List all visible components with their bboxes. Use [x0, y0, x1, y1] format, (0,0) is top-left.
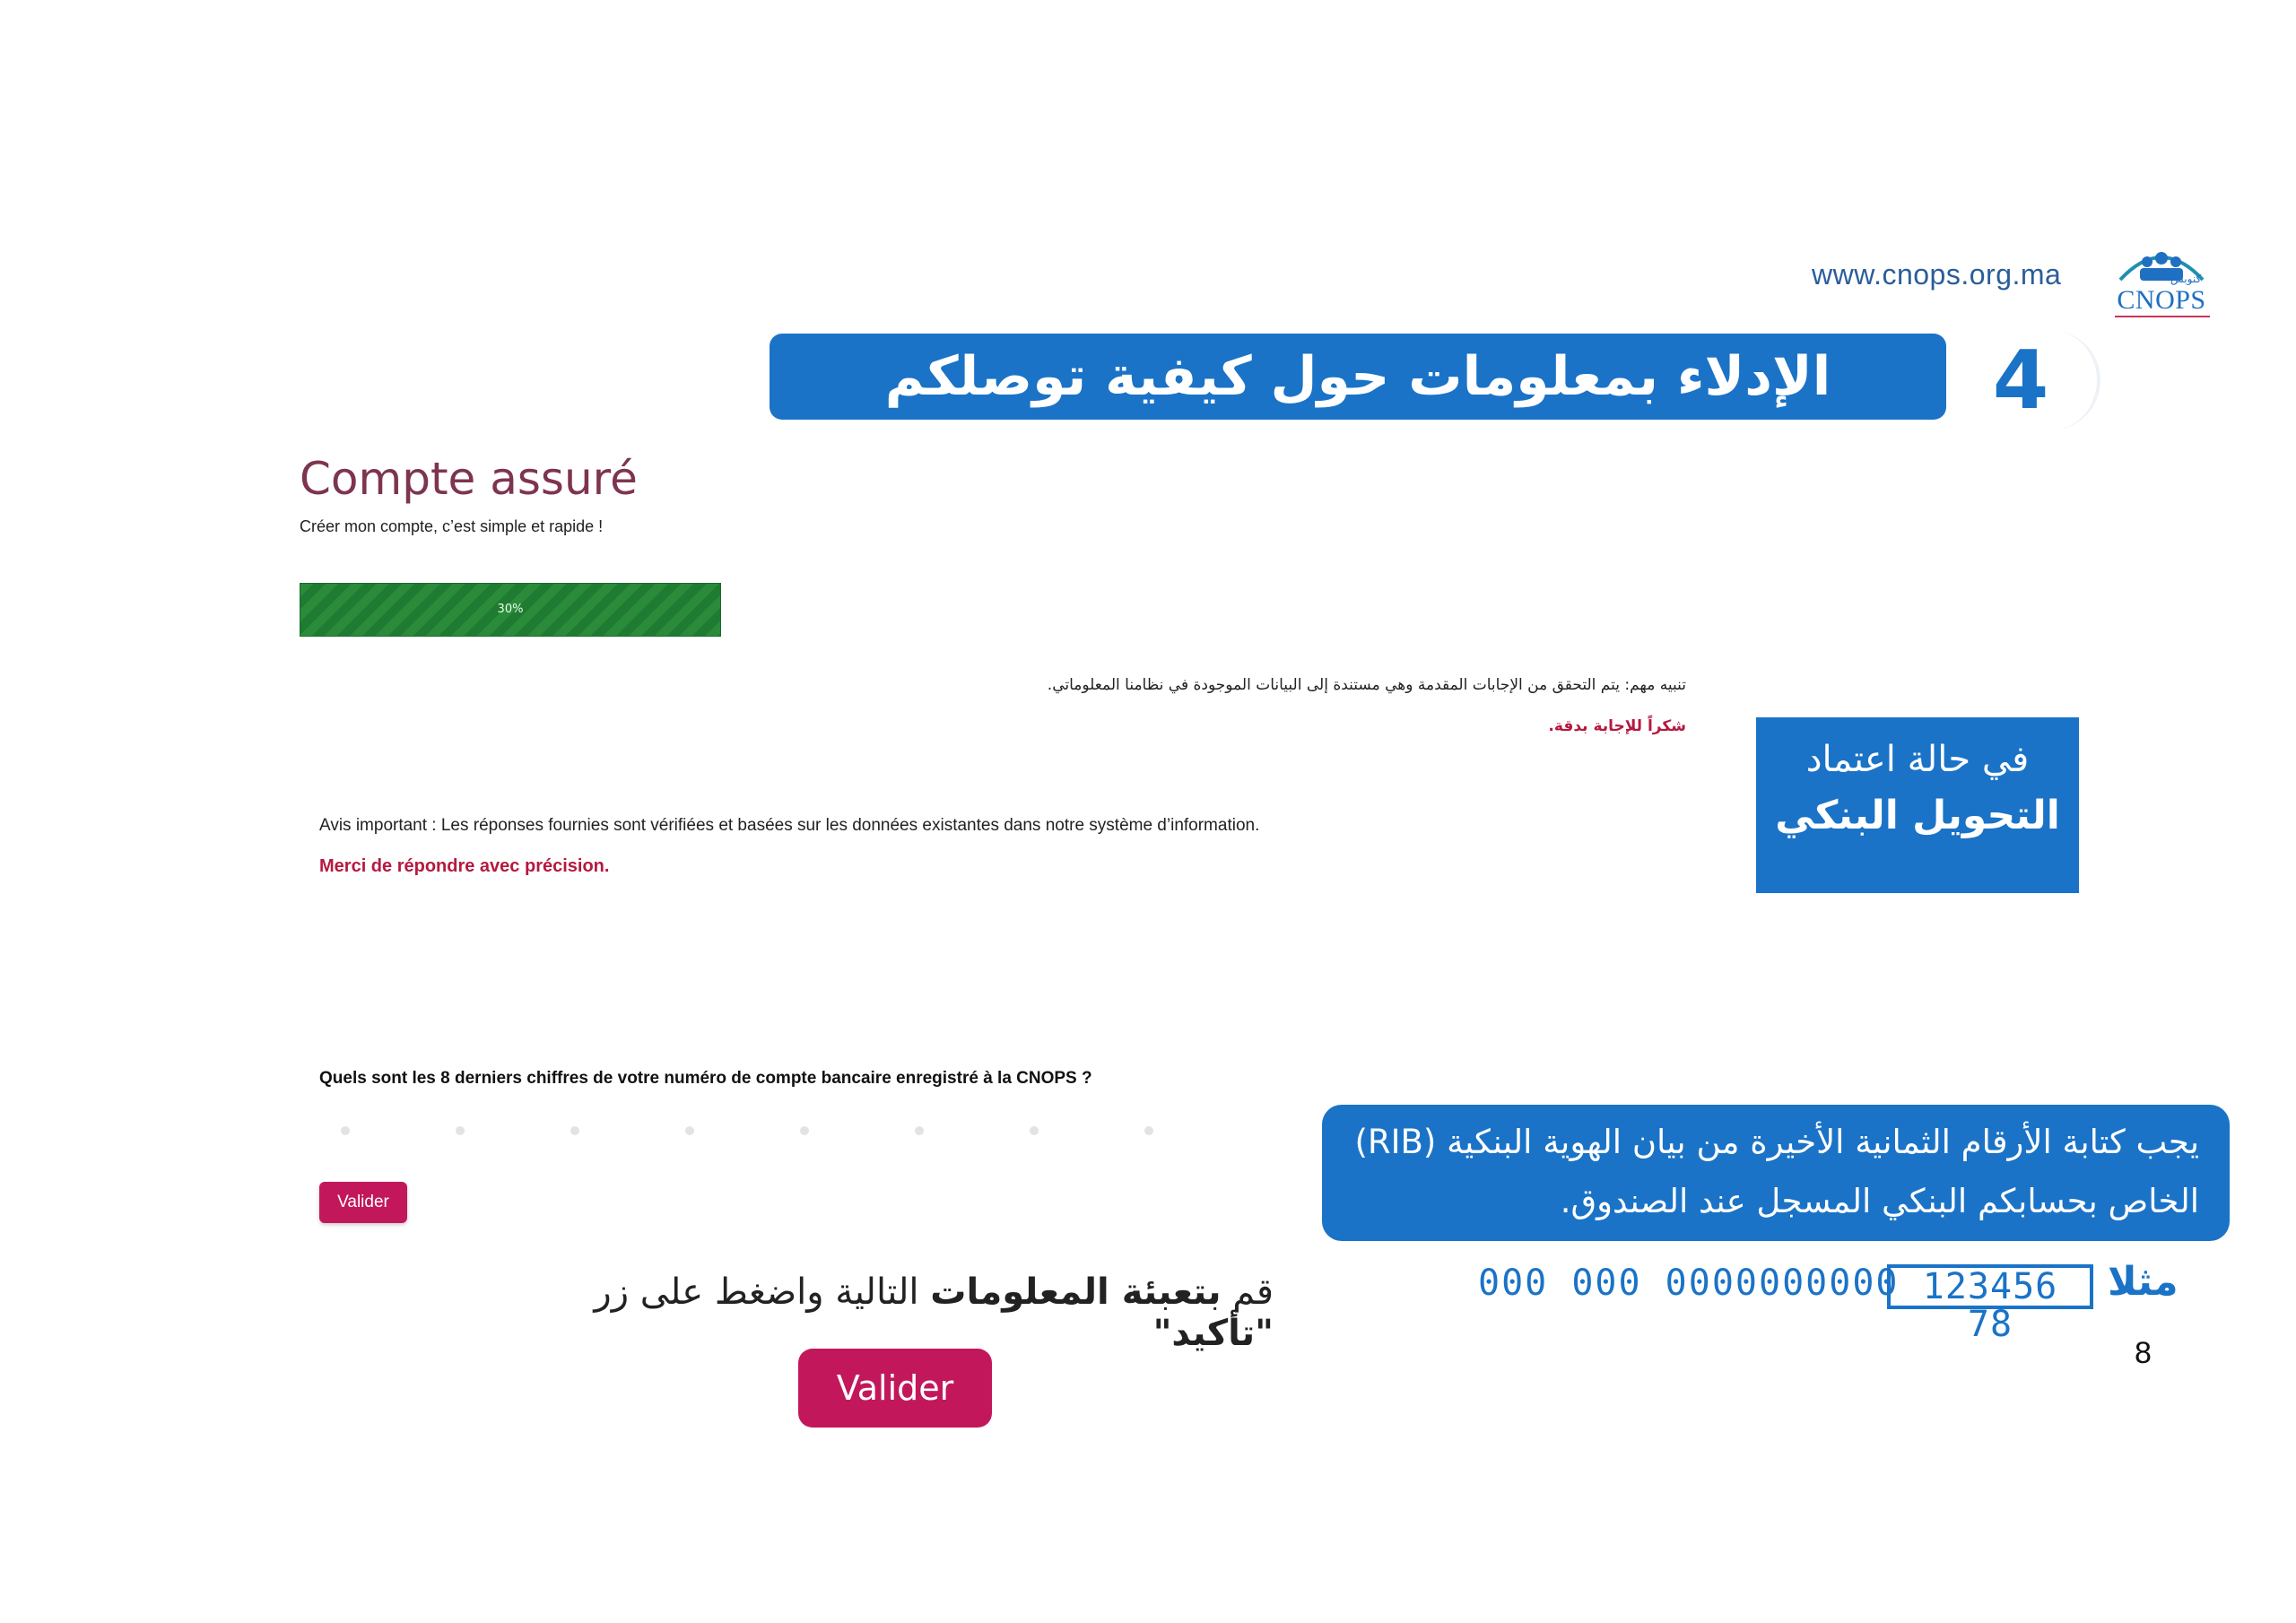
form-valider-button[interactable]: Valider — [319, 1182, 407, 1223]
form-subtitle: Créer mon compte, c’est simple et rapide ! — [300, 517, 604, 535]
rib-callout-line1: يجب كتابة الأرقام الثمانية الأخيرة من بيان الهوية البنكية (RIB) — [1354, 1123, 2199, 1161]
digit-input-dots[interactable] — [341, 1126, 1166, 1139]
site-url[interactable]: www.cnops.org.ma — [1812, 258, 2062, 291]
digit-dot — [1030, 1126, 1039, 1135]
bank-callout-line1: في حالة اعتماد — [1805, 739, 2030, 780]
digit-dot — [456, 1126, 465, 1135]
logo-arabic-text: كنوبس — [2170, 273, 2202, 285]
page-number: 8 — [2135, 1336, 2152, 1370]
thanks-note-fr: Merci de répondre avec précision. — [319, 856, 610, 876]
rib-callout-line2: الخاص بحسابكم البنكي المسجل عند الصندوق. — [1560, 1182, 2199, 1220]
fill-instruction — [484, 1271, 1274, 1354]
instruction-bold2: "تأكيد" — [1152, 1313, 1274, 1354]
step-number: 4 — [1992, 334, 2049, 428]
form-title: Compte assuré — [300, 453, 638, 505]
progress-bar — [300, 583, 721, 637]
logo-text: CNOPS — [2117, 285, 2206, 315]
digit-dot — [1144, 1126, 1153, 1135]
rib-instruction-callout — [1322, 1105, 2230, 1241]
section-title-banner: الإدلاء بمعلومات حول كيفية توصلكم بالتعويضات — [770, 334, 1946, 420]
cnops-logo — [2108, 240, 2215, 317]
valider-button[interactable]: Valider — [798, 1349, 992, 1428]
digit-dot — [685, 1126, 694, 1135]
thanks-note-ar: شكراً للإجابة بدقة. — [1548, 717, 1686, 735]
logo-underline — [2115, 316, 2210, 317]
bank-transfer-callout — [1756, 717, 2079, 893]
instruction-bold1: بتعبئة المعلومات — [930, 1271, 1222, 1313]
instruction-part1: قم — [1221, 1271, 1274, 1313]
example-account-prefix: 000 000 0000000000 — [1478, 1263, 1900, 1304]
example-account-last8: 123456 78 — [1887, 1264, 2093, 1309]
progress-label: 30% — [497, 603, 524, 616]
digit-dot — [800, 1126, 809, 1135]
important-note-fr: Avis important : Les réponses fournies sont vérifiées et basées sur les données existantes dans notre système d’information. — [319, 816, 1260, 835]
example-label: مثلا — [2108, 1259, 2179, 1305]
instruction-part2: التالية واضغط على زر — [594, 1271, 931, 1313]
bank-account-question: Quels sont les 8 derniers chiffres de votre numéro de compte bancaire enregistré à la CNOPS ? — [319, 1069, 1092, 1088]
digit-dot — [570, 1126, 579, 1135]
bank-callout-line2: التحويل البنكي — [1775, 793, 2060, 838]
digit-dot — [341, 1126, 350, 1135]
important-note-ar: تنبيه مهم: يتم التحقق من الإجابات المقدمة وهي مستندة إلى البيانات الموجودة في نظامنا المعلوماتي. — [1047, 676, 1686, 694]
digit-dot — [915, 1126, 924, 1135]
